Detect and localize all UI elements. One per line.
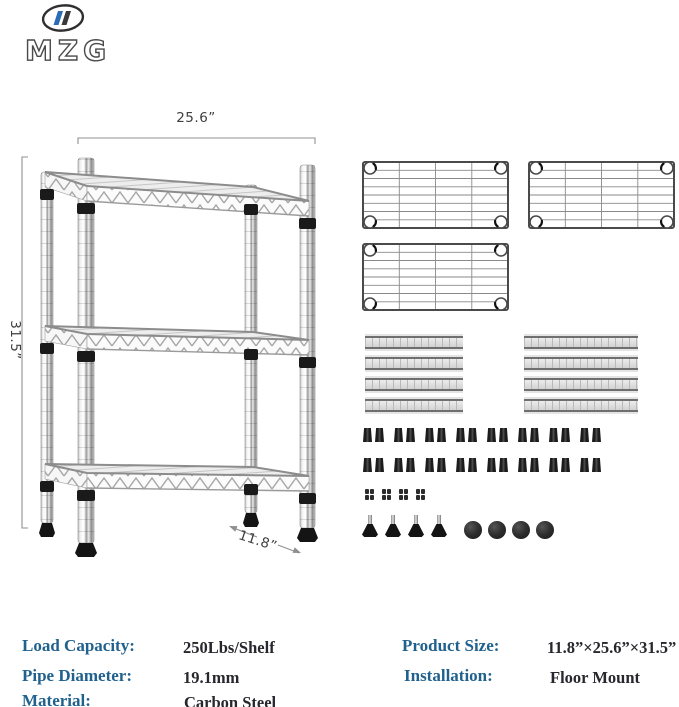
- round-cap: [512, 521, 530, 539]
- logo-m-dark-stripe: [62, 11, 72, 25]
- dim-width-label: 25.6”: [176, 110, 216, 126]
- pole-connector: [382, 489, 391, 500]
- plastic-sleeve: [487, 458, 496, 472]
- plastic-sleeve: [530, 428, 539, 442]
- wire-shelf-top-view: [360, 158, 511, 232]
- logo-text: MZG: [25, 34, 112, 67]
- plastic-sleeve: [518, 428, 527, 442]
- connectors-row: [365, 489, 425, 500]
- plastic-sleeve: [549, 458, 558, 472]
- spec-label-material: Material:: [22, 691, 91, 707]
- plastic-sleeve: [406, 428, 415, 442]
- pole-segment: [524, 378, 638, 391]
- spec-label-pipe-diameter: Pipe Diameter:: [22, 666, 132, 685]
- plastic-sleeve: [375, 458, 384, 472]
- wire-shelf-top-view: [360, 240, 511, 314]
- pole-segment: [524, 357, 638, 370]
- spec-label-load-capacity: Load Capacity:: [22, 636, 135, 655]
- spec-value-product-size: 11.8”×25.6”×31.5”: [547, 638, 677, 657]
- pole-segment: [365, 336, 463, 349]
- leveling-foot: [431, 515, 447, 541]
- plastic-sleeve: [468, 458, 477, 472]
- plastic-sleeve: [406, 458, 415, 472]
- spec-value-pipe-diameter: 19.1mm: [183, 668, 240, 687]
- plastic-sleeve: [561, 428, 570, 442]
- plastic-sleeve: [425, 428, 434, 442]
- pole-segment: [365, 378, 463, 391]
- logo-m-blue-stripe: [54, 11, 64, 25]
- pole-segment: [524, 399, 638, 412]
- spec-value-load-capacity: 250Lbs/Shelf: [183, 638, 275, 657]
- plastic-sleeve: [561, 458, 570, 472]
- round-cap: [488, 521, 506, 539]
- sleeves-row-1: [363, 428, 611, 442]
- plastic-sleeve: [499, 428, 508, 442]
- round-cap: [536, 521, 554, 539]
- plastic-sleeve: [592, 428, 601, 442]
- leveling-foot: [362, 515, 378, 541]
- pole-connector: [416, 489, 425, 500]
- plastic-sleeve: [375, 428, 384, 442]
- leveling-foot: [385, 515, 401, 541]
- plastic-sleeve: [499, 458, 508, 472]
- plastic-sleeve: [468, 428, 477, 442]
- plastic-sleeve: [530, 458, 539, 472]
- plastic-sleeve: [394, 458, 403, 472]
- plastic-sleeve: [487, 428, 496, 442]
- mzg-logo: [25, 2, 137, 72]
- plastic-sleeve: [394, 428, 403, 442]
- pole-segment: [524, 336, 638, 349]
- dim-height-label: 31.5”: [7, 320, 23, 360]
- plastic-sleeve: [437, 428, 446, 442]
- wire-shelf-top-view: [526, 158, 677, 232]
- spec-label-installation: Installation:: [404, 666, 493, 685]
- plastic-sleeve: [363, 428, 372, 442]
- plastic-sleeve: [580, 428, 589, 442]
- plastic-sleeve: [456, 428, 465, 442]
- caps-row: [464, 521, 554, 539]
- plastic-sleeve: [518, 458, 527, 472]
- plastic-sleeve: [425, 458, 434, 472]
- plastic-sleeve: [437, 458, 446, 472]
- plastic-sleeve: [580, 458, 589, 472]
- spec-label-product-size: Product Size:: [402, 636, 500, 655]
- spec-value-material: Carbon Steel: [184, 693, 277, 707]
- pole-segment: [365, 399, 463, 412]
- feet-row: [362, 515, 447, 541]
- spec-value-installation: Floor Mount: [550, 668, 640, 687]
- round-cap: [464, 521, 482, 539]
- dim-depth-label: 11.8”: [236, 527, 280, 555]
- plastic-sleeve: [363, 458, 372, 472]
- plastic-sleeve: [592, 458, 601, 472]
- pole-connector: [399, 489, 408, 500]
- shelving-unit-drawing: [0, 100, 340, 570]
- shelf-tier-bottom: [45, 464, 309, 491]
- logo-oval: [42, 3, 84, 32]
- pipes-right: [524, 336, 638, 412]
- pipes-left: [365, 336, 463, 412]
- pole-segment: [365, 357, 463, 370]
- pole-connector: [365, 489, 374, 500]
- leveling-foot: [408, 515, 424, 541]
- shelf-views: [360, 158, 679, 314]
- plastic-sleeve: [549, 428, 558, 442]
- plastic-sleeve: [456, 458, 465, 472]
- sleeves-row-2: [363, 458, 611, 472]
